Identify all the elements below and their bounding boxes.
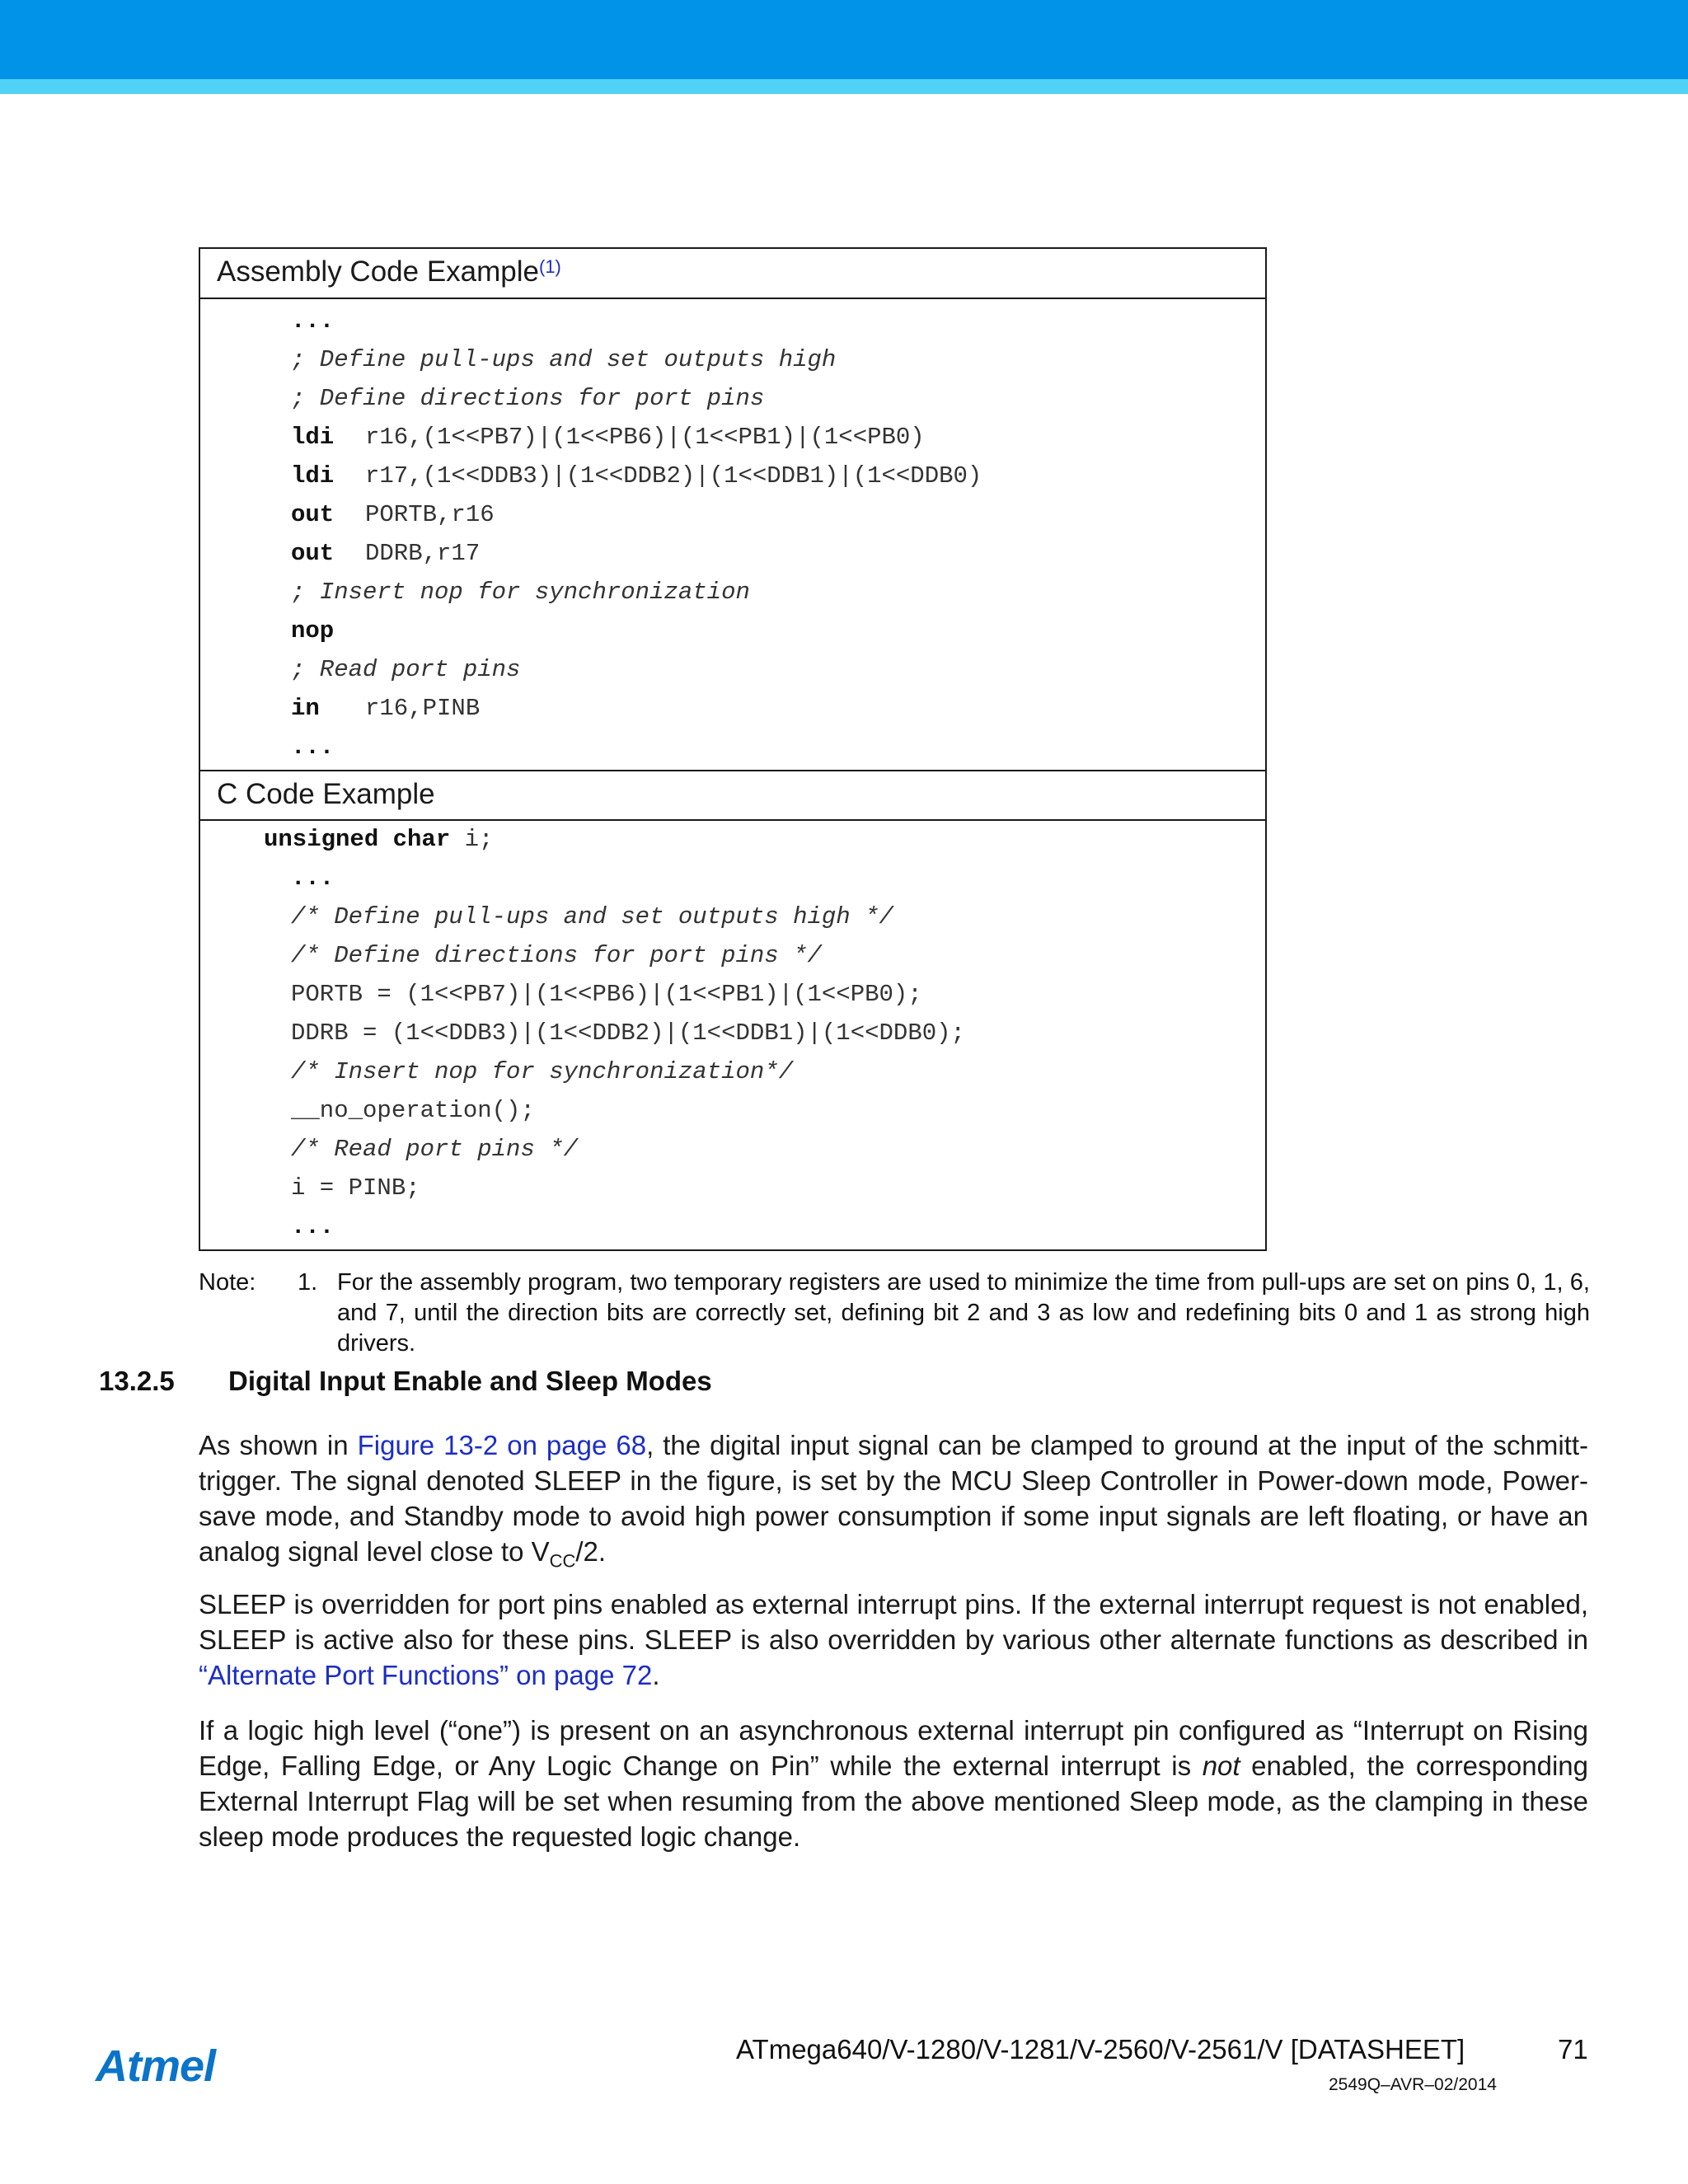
code-keyword: ...	[291, 733, 335, 761]
code-text: DDRB,r17	[365, 540, 481, 567]
code-line	[291, 535, 480, 573]
paragraph-text: If a logic high level (“one”) is present on an asynchronous external interrupt pin configured as “Interrupt on Rising Edge, Falling Edge, or Any Logic Change on Pin” while the external interrupt is	[199, 1715, 1588, 1781]
code-line	[291, 1053, 793, 1091]
code-line	[291, 380, 764, 418]
c-code-header	[200, 770, 1265, 821]
code-comment: ; Define directions for port pins	[291, 385, 765, 412]
code-line	[291, 341, 836, 379]
code-comment: /* Define pull-ups and set outputs high */	[291, 903, 893, 930]
page-number: 71	[1558, 2034, 1588, 2064]
atmel-logo: Atmel	[96, 2041, 216, 2091]
code-comment: /* Insert nop for synchronization*/	[291, 1058, 794, 1085]
paragraph-text: SLEEP is overridden for port pins enabled as external interrupt pins. If the external interrupt request is not enabled, SLEEP is active also for these pins. SLEEP is also overridden by various other alternate functions as described in	[199, 1589, 1588, 1655]
paragraph-text: enabled, the corresponding External Interrupt Flag will be set when resuming from the above mentioned Sleep mode, as the clamping in these sleep mode produces the requested logic change.	[199, 1750, 1588, 1852]
assembly-header	[200, 249, 1265, 299]
c-code-header-label: C Code Example	[217, 778, 435, 810]
paragraph	[199, 1586, 1588, 1693]
section-number: 13.2.5	[99, 1366, 175, 1396]
assembly-header-label: Assembly Code Example	[217, 255, 539, 288]
code-keyword: out	[291, 501, 335, 528]
paragraph	[199, 1713, 1588, 1854]
code-line	[291, 419, 925, 457]
code-text: DDRB = (1<<DDB3)|(1<<DDB2)|(1<<DDB1)|(1<<DDB0);	[291, 1019, 965, 1047]
alternate-port-functions-link[interactable]: “Alternate Port Functions” on page 72	[199, 1660, 653, 1690]
code-text: i;	[450, 826, 494, 853]
code-line	[291, 651, 520, 689]
code-line	[291, 1169, 420, 1207]
code-line	[291, 612, 334, 650]
code-text: r16,PINB	[365, 695, 481, 722]
paragraph	[199, 1427, 1588, 1579]
note-label: Note:	[199, 1269, 256, 1296]
code-line	[291, 729, 334, 766]
footer-title: ATmega640/V-1280/V-1281/V-2560/V-2561/V [DATASHEET]	[736, 2034, 1465, 2064]
code-line	[291, 1208, 334, 1246]
code-keyword: ldi	[291, 462, 335, 490]
header-banner	[0, 0, 1688, 79]
code-keyword: ...	[291, 1213, 335, 1240]
code-line	[291, 457, 982, 495]
code-example-table	[199, 247, 1267, 1251]
code-text: PORTB,r16	[365, 501, 495, 528]
code-keyword: out	[291, 540, 335, 567]
header-stripe	[0, 79, 1688, 94]
section-title: Digital Input Enable and Sleep Modes	[228, 1366, 712, 1396]
c-code-block	[200, 821, 1265, 1249]
code-comment: /* Define directions for port pins */	[291, 942, 822, 969]
code-text: __no_operation();	[291, 1097, 535, 1124]
code-line	[291, 302, 334, 340]
code-comment: ; Read port pins	[291, 656, 521, 683]
subscript: CC	[549, 1550, 576, 1572]
note-number: 1.	[298, 1269, 318, 1296]
code-line	[291, 860, 334, 898]
paragraph-text: .	[652, 1660, 660, 1690]
code-text: i = PINB;	[291, 1174, 420, 1202]
code-line	[291, 1015, 965, 1052]
code-keyword: ldi	[291, 424, 335, 451]
note-text: For the assembly program, two temporary registers are used to minimize the time from pull-ups are set on pins 0, 1, 6, and 7, until the direction bits are correctly set, defining bit 2 and 3 as low and redefining bits 0 and 1 as strong high drivers.	[337, 1269, 1590, 1357]
emphasis: not	[1202, 1750, 1240, 1781]
code-comment: ; Define pull-ups and set outputs high	[291, 346, 837, 373]
figure-link[interactable]: Figure 13-2 on page 68	[357, 1430, 647, 1460]
code-line	[291, 574, 750, 612]
assembly-code-block	[200, 299, 1265, 770]
document-code: 2549Q–AVR–02/2014	[1329, 2075, 1497, 2094]
code-keyword: unsigned char	[264, 826, 451, 853]
code-line	[291, 976, 922, 1014]
footnote-ref-link[interactable]: (1)	[539, 256, 561, 277]
code-line	[291, 1131, 578, 1169]
paragraph-text: As shown in	[199, 1430, 358, 1460]
code-comment: ; Insert nop for synchronization	[291, 579, 750, 606]
paragraph-text: /2.	[575, 1536, 607, 1567]
code-line	[291, 496, 495, 534]
code-keyword: nop	[291, 617, 335, 644]
code-line	[291, 937, 822, 975]
code-keyword: in	[291, 695, 320, 722]
code-line	[291, 690, 480, 728]
code-keyword: ...	[291, 307, 335, 335]
code-line	[264, 821, 493, 859]
code-keyword: ...	[291, 865, 335, 892]
code-text: r17,(1<<DDB3)|(1<<DDB2)|(1<<DDB1)|(1<<DDB0)	[365, 462, 982, 490]
code-text: r16,(1<<PB7)|(1<<PB6)|(1<<PB1)|(1<<PB0)	[365, 424, 925, 451]
code-comment: /* Read port pins */	[291, 1136, 579, 1163]
code-text: PORTB = (1<<PB7)|(1<<PB6)|(1<<PB1)|(1<<PB0);	[291, 981, 922, 1008]
code-line	[291, 1092, 535, 1130]
paragraph-text: , the digital input signal can be clamped to ground at the input of the schmitt-trigger. The signal denoted SLEEP in the figure, is set by the MCU Sleep Controller in Power-down mode, Power-save mode, and Standby mode to avoid high power consumption if some input signals are left floating, or have an analog signal level close to V	[199, 1430, 1588, 1567]
code-line	[291, 898, 893, 936]
